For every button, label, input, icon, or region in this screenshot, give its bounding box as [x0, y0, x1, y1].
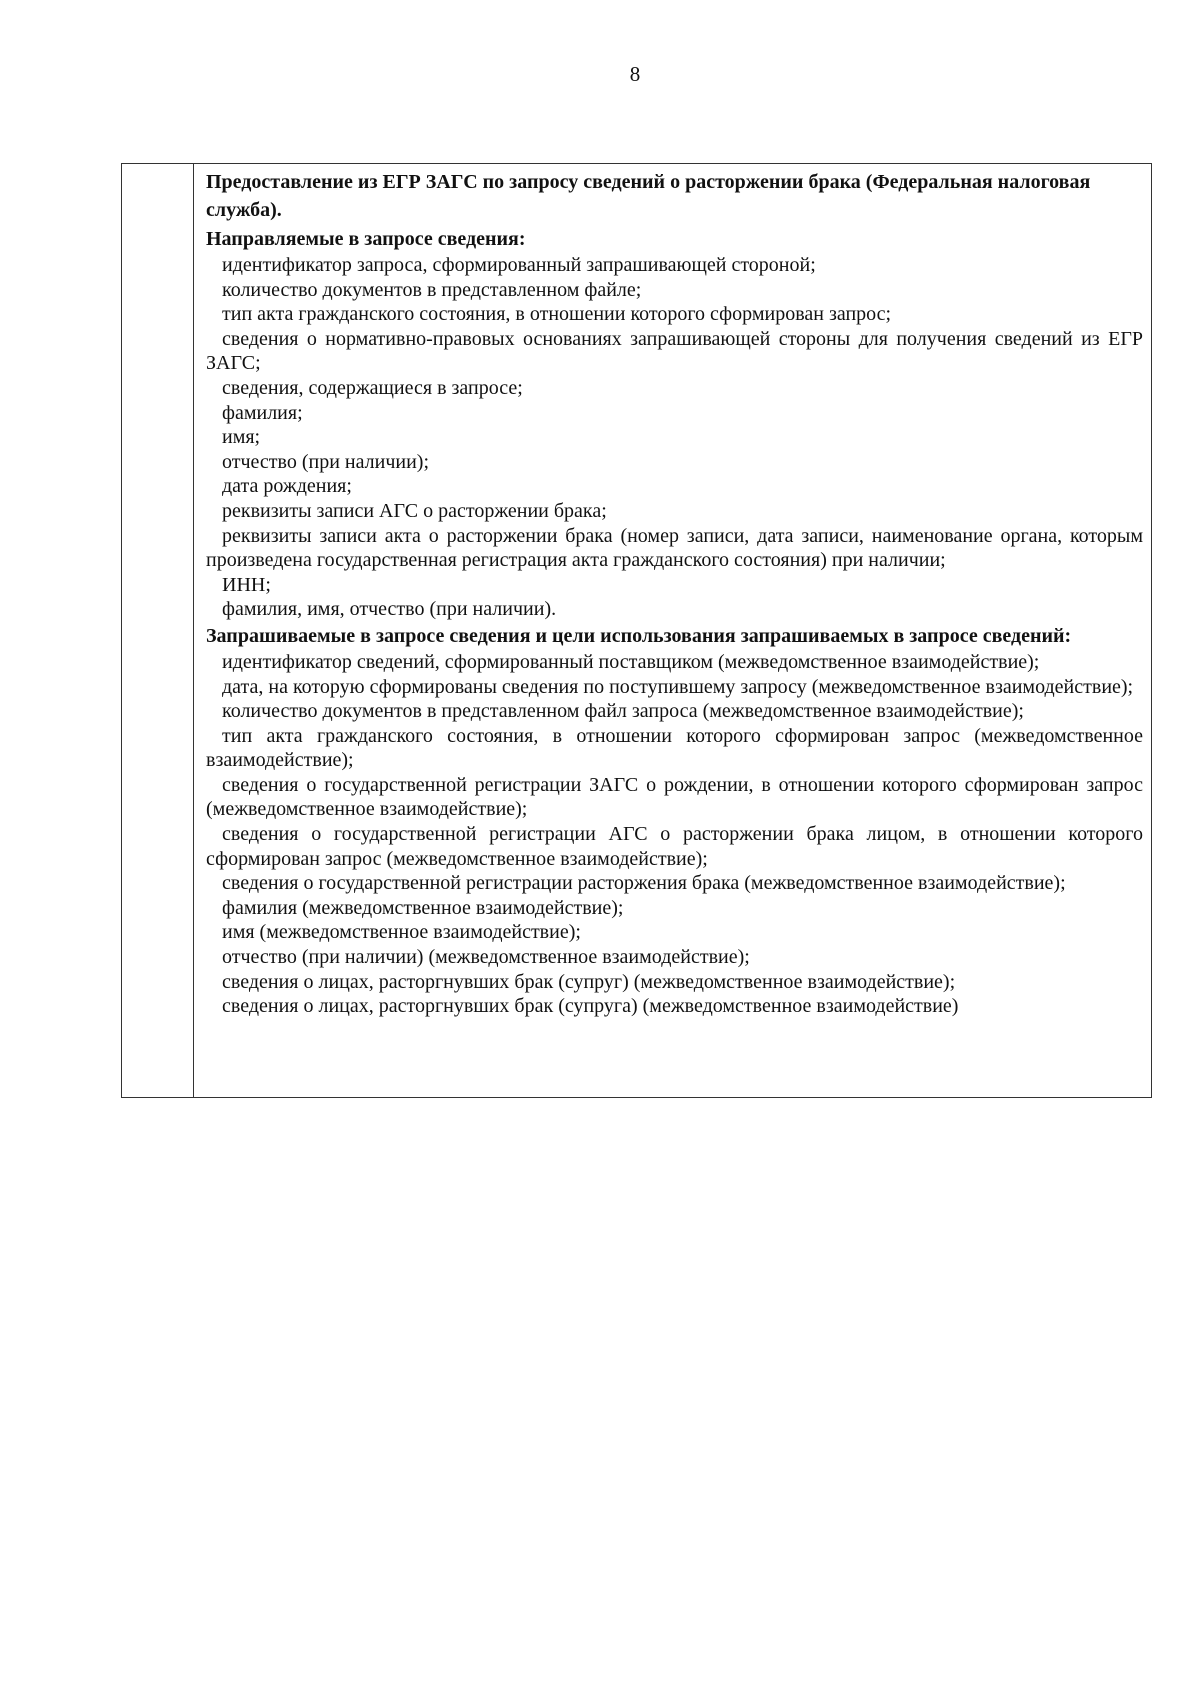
list-item: фамилия;: [222, 401, 303, 424]
column-divider: [193, 164, 194, 1097]
list-item: реквизиты записи акта о расторжении брака (номер записи, дата записи, наименование органа, которым произведена государственная регистрация акта гражданского состояния) при наличии;: [206, 524, 1143, 572]
list-item: ИНН;: [222, 573, 271, 596]
list-item: сведения о нормативно-правовых основаниях запрашивающей стороны для получения сведений из ЕГР ЗАГС;: [206, 327, 1143, 375]
list-item: фамилия, имя, отчество (при наличии).: [222, 598, 557, 621]
list-item: имя (межведомственное взаимодействие);: [222, 921, 581, 944]
list-item: количество документов в представленном файле;: [222, 278, 642, 301]
content-table: [121, 163, 1152, 1098]
list-item: сведения, содержащиеся в запросе;: [222, 376, 523, 399]
list-item: дата, на которую сформированы сведения по поступившему запросу (межведомственное взаимодействие);: [222, 675, 1134, 698]
list-item: тип акта гражданского состояния, в отношении которого сформирован запрос (межведомственное взаимодействие);: [206, 724, 1143, 772]
list-item: сведения о лицах, расторгнувших брак (супруг) (межведомственное взаимодействие);: [222, 970, 956, 993]
requested-list: [206, 650, 1143, 1019]
list-item: реквизиты записи АГС о расторжении брака;: [222, 499, 607, 522]
list-item: дата рождения;: [222, 475, 352, 498]
list-item: имя;: [222, 426, 261, 449]
list-item: количество документов в представленном файл запроса (межведомственное взаимодействие);: [222, 700, 1024, 723]
sent-heading: Направляемые в запросе сведения:: [206, 228, 526, 250]
section-title: Предоставление из ЕГР ЗАГС по запросу сведений о расторжении брака (Федеральная налоговая служба).: [206, 171, 1091, 221]
list-item: фамилия (межведомственное взаимодействие);: [222, 896, 624, 919]
list-item: отчество (при наличии) (межведомственное взаимодействие);: [222, 946, 750, 969]
list-item: сведения о государственной регистрации ЗАГС о рождении, в отношении которого сформирован запрос (межведомственное взаимодействие);: [206, 773, 1143, 821]
table-cell-content: [206, 168, 1143, 1019]
list-item: сведения о лицах, расторгнувших брак (супруга) (межведомственное взаимодействие): [222, 995, 959, 1018]
list-item: идентификатор запроса, сформированный запрашивающей стороной;: [222, 254, 816, 276]
page-number: 8: [629, 62, 641, 86]
list-item: тип акта гражданского состояния, в отношении которого сформирован запрос;: [222, 303, 892, 326]
list-item: сведения о государственной регистрации АГС о расторжении брака лицом, в отношении которого сформирован запрос (межведомственное взаимодействие);: [206, 823, 1143, 870]
list-item: сведения о государственной регистрации расторжения брака (межведомственное взаимодействие);: [222, 872, 1066, 895]
list-item: идентификатор сведений, сформированный поставщиком (межведомственное взаимодействие);: [222, 650, 1040, 673]
sent-list: [206, 253, 1143, 622]
requested-heading: Запрашиваемые в запросе сведения и цели использования запрашиваемых в запросе сведений:: [206, 624, 1072, 647]
list-item: отчество (при наличии);: [222, 450, 430, 473]
